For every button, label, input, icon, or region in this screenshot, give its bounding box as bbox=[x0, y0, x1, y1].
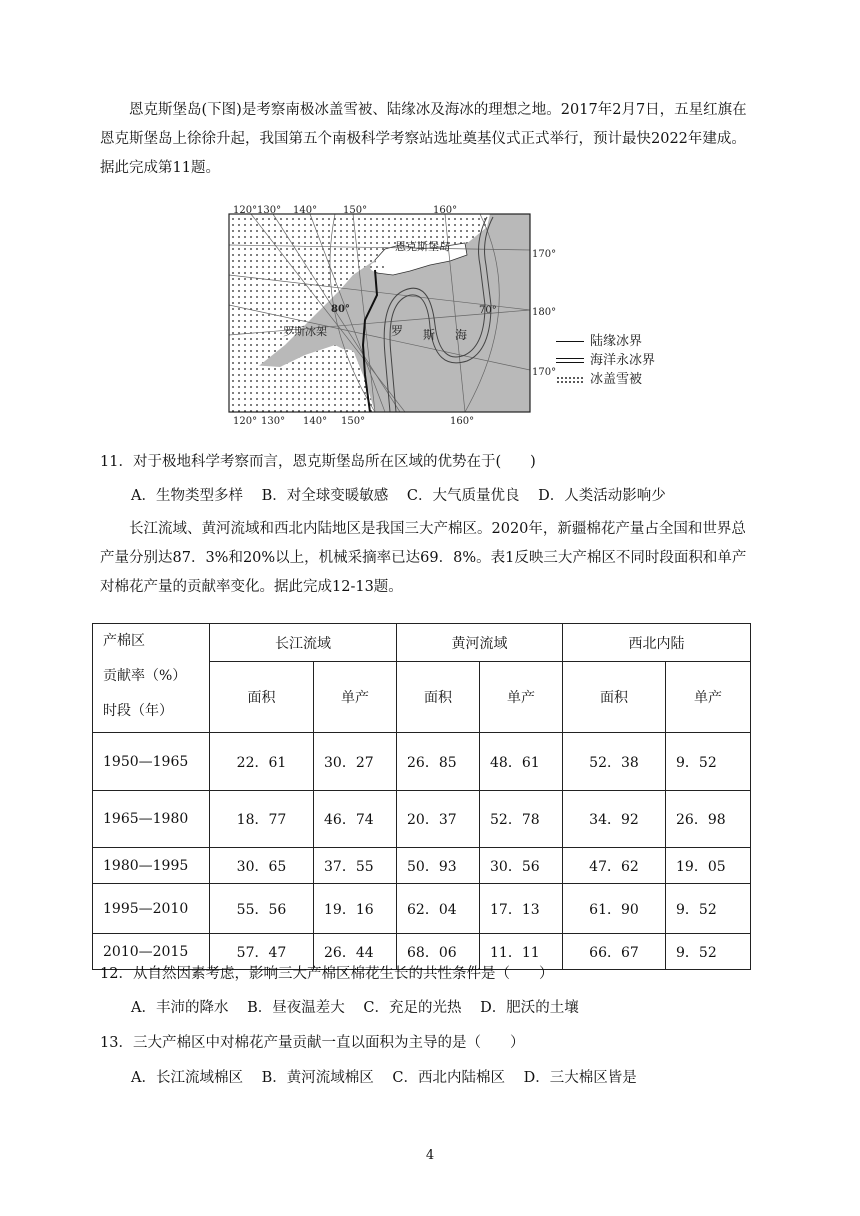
map-legend bbox=[556, 332, 655, 389]
intro-paragraph: 恩克斯堡岛(下图)是考察南极冰盖雪被、陆缘冰及海冰的理想之地。2017年2月7日，五星红旗在恩克斯堡岛上徐徐升起，我国第五个南极科学考察站选址奠基仪式正式举行，预计最快2022年建成。据此完成第11题。 bbox=[100, 102, 747, 176]
sub-header: 单产 bbox=[480, 662, 563, 733]
period-cell: 1995—2010 bbox=[93, 884, 210, 934]
question-12-options bbox=[131, 998, 593, 1018]
table-row bbox=[93, 733, 751, 791]
top-lon-label-0: 120° bbox=[233, 205, 258, 216]
table-row bbox=[93, 848, 751, 884]
top-lon-label-3: 150° bbox=[343, 205, 368, 216]
value-cell: 61．90 bbox=[563, 884, 666, 934]
region-header: 黄河流域 bbox=[397, 624, 563, 662]
top-lon-label-1: 130° bbox=[257, 205, 282, 216]
q12-option-d: D．肥沃的土壤 bbox=[480, 1000, 579, 1016]
right-lon-label-2: 170° bbox=[532, 367, 557, 378]
value-cell: 9．52 bbox=[666, 884, 751, 934]
lat-label-70: 70° bbox=[479, 305, 497, 316]
legend-double-line-icon bbox=[556, 358, 584, 363]
value-cell: 19．16 bbox=[314, 884, 397, 934]
value-cell: 66．67 bbox=[563, 934, 666, 970]
value-cell: 9．52 bbox=[666, 733, 751, 791]
island-label: 恩克斯堡岛 bbox=[395, 240, 450, 253]
bottom-lon-label-0: 120° bbox=[233, 416, 258, 427]
value-cell: 48．61 bbox=[480, 733, 563, 791]
value-cell: 30．65 bbox=[210, 848, 314, 884]
q12-option-a: A．丰沛的降水 bbox=[131, 1000, 229, 1016]
q12-option-b: B．昼夜温差大 bbox=[247, 1000, 345, 1016]
period-cell: 1980—1995 bbox=[93, 848, 210, 884]
question-13-stem: 13．三大产棉区中对棉花产量贡献一直以面积为主导的是（ ） bbox=[100, 1035, 525, 1051]
value-cell: 19．05 bbox=[666, 848, 751, 884]
value-cell: 57．47 bbox=[210, 934, 314, 970]
value-cell: 26．85 bbox=[397, 733, 480, 791]
q11-option-a: A．生物类型多样 bbox=[131, 488, 243, 504]
value-cell: 68．06 bbox=[397, 934, 480, 970]
bottom-lon-label-4: 160° bbox=[450, 416, 475, 427]
value-cell: 26．98 bbox=[666, 791, 751, 848]
q13-option-b: B．黄河流域棉区 bbox=[261, 1070, 374, 1086]
q11-option-b: B．对全球变暖敏感 bbox=[261, 488, 389, 504]
value-cell: 47．62 bbox=[563, 848, 666, 884]
top-lon-label-2: 140° bbox=[293, 205, 318, 216]
q11-option-d: D．人类活动影响少 bbox=[538, 488, 666, 504]
q12-option-c: C．充足的光热 bbox=[363, 1000, 462, 1016]
legend-sea-ice bbox=[556, 351, 655, 370]
value-cell: 17．13 bbox=[480, 884, 563, 934]
top-lon-label-4: 160° bbox=[433, 205, 458, 216]
right-lon-label-0: 170° bbox=[532, 249, 557, 260]
value-cell: 30．27 bbox=[314, 733, 397, 791]
value-cell: 46．74 bbox=[314, 791, 397, 848]
region-header: 西北内陆 bbox=[563, 624, 751, 662]
q13-option-d: D．三大棉区皆是 bbox=[523, 1070, 637, 1086]
question-11-options bbox=[131, 486, 680, 506]
legend-ice-sheet bbox=[556, 370, 655, 389]
value-cell: 26．44 bbox=[314, 934, 397, 970]
period-cell: 1965—1980 bbox=[93, 791, 210, 848]
legend-coastal-ice bbox=[556, 332, 655, 351]
value-cell: 52．78 bbox=[480, 791, 563, 848]
value-cell: 11．11 bbox=[480, 934, 563, 970]
q13-option-a: A．长江流域棉区 bbox=[131, 1070, 243, 1086]
lat-label-80: 80° bbox=[331, 304, 350, 315]
right-lon-label-1: 180° bbox=[532, 307, 557, 318]
sub-header: 单产 bbox=[666, 662, 751, 733]
ross-sea-label-2: 斯 bbox=[423, 328, 436, 342]
period-cell: 2010—2015 bbox=[93, 934, 210, 970]
ross-sea-label-1: 罗 bbox=[391, 324, 404, 338]
value-cell: 20．37 bbox=[397, 791, 480, 848]
value-cell: 9．52 bbox=[666, 934, 751, 970]
value-cell: 37．55 bbox=[314, 848, 397, 884]
q13-option-c: C．西北内陆棉区 bbox=[392, 1070, 505, 1086]
bottom-lon-label-1: 130° bbox=[261, 416, 286, 427]
value-cell: 50．93 bbox=[397, 848, 480, 884]
value-cell: 34．92 bbox=[563, 791, 666, 848]
bottom-lon-label-2: 140° bbox=[303, 416, 328, 427]
ross-ice-shelf-label: 罗斯冰架 bbox=[283, 325, 327, 338]
value-cell: 22．61 bbox=[210, 733, 314, 791]
region-header: 长江流域 bbox=[210, 624, 397, 662]
value-cell: 62．04 bbox=[397, 884, 480, 934]
table-row bbox=[93, 791, 751, 848]
sub-header: 面积 bbox=[563, 662, 666, 733]
value-cell: 30．56 bbox=[480, 848, 563, 884]
sub-header: 单产 bbox=[314, 662, 397, 733]
legend-label: 海洋永冰界 bbox=[590, 353, 656, 368]
value-cell: 55．56 bbox=[210, 884, 314, 934]
question-11-stem: 11．对于极地科学考察而言，恩克斯堡岛所在区域的优势在于( ) bbox=[100, 454, 536, 470]
sub-header: 面积 bbox=[210, 662, 314, 733]
sub-header: 面积 bbox=[397, 662, 480, 733]
table-row bbox=[93, 884, 751, 934]
page-number: 4 bbox=[425, 1148, 435, 1163]
question-13-options bbox=[131, 1068, 651, 1088]
legend-single-line-icon bbox=[556, 341, 584, 342]
cotton-contribution-table bbox=[92, 623, 751, 970]
corner-label-region: 产棉区 bbox=[103, 633, 145, 649]
legend-label: 陆缘冰界 bbox=[590, 334, 643, 349]
value-cell: 18．77 bbox=[210, 791, 314, 848]
corner-label-period: 时段（年） bbox=[103, 703, 173, 719]
corner-label-rate: 贡献率（%） bbox=[103, 668, 187, 684]
ross-sea-label-3: 海 bbox=[455, 328, 468, 342]
legend-label: 冰盖雪被 bbox=[590, 372, 643, 387]
table-corner-header bbox=[93, 624, 210, 733]
value-cell: 52．38 bbox=[563, 733, 666, 791]
bottom-lon-label-3: 150° bbox=[341, 416, 366, 427]
period-cell: 1950—1965 bbox=[93, 733, 210, 791]
question-12-stem: 12．从自然因素考虑，影响三大产棉区棉花生长的共性条件是（ ） bbox=[100, 966, 554, 982]
q11-option-c: C．大气质量优良 bbox=[406, 488, 520, 504]
antarctic-map bbox=[225, 205, 565, 427]
legend-dots-icon bbox=[556, 376, 584, 384]
cotton-paragraph: 长江流域、黄河流域和西北内陆地区是我国三大产棉区。2020年，新疆棉花产量占全国和世界总产量分别达87．3%和20%以上，机械采摘率已达69．8%。表1反映三大产棉区不同时段面积和单产对棉花产量的贡献率变化。据此完成12-13题。 bbox=[100, 521, 747, 595]
